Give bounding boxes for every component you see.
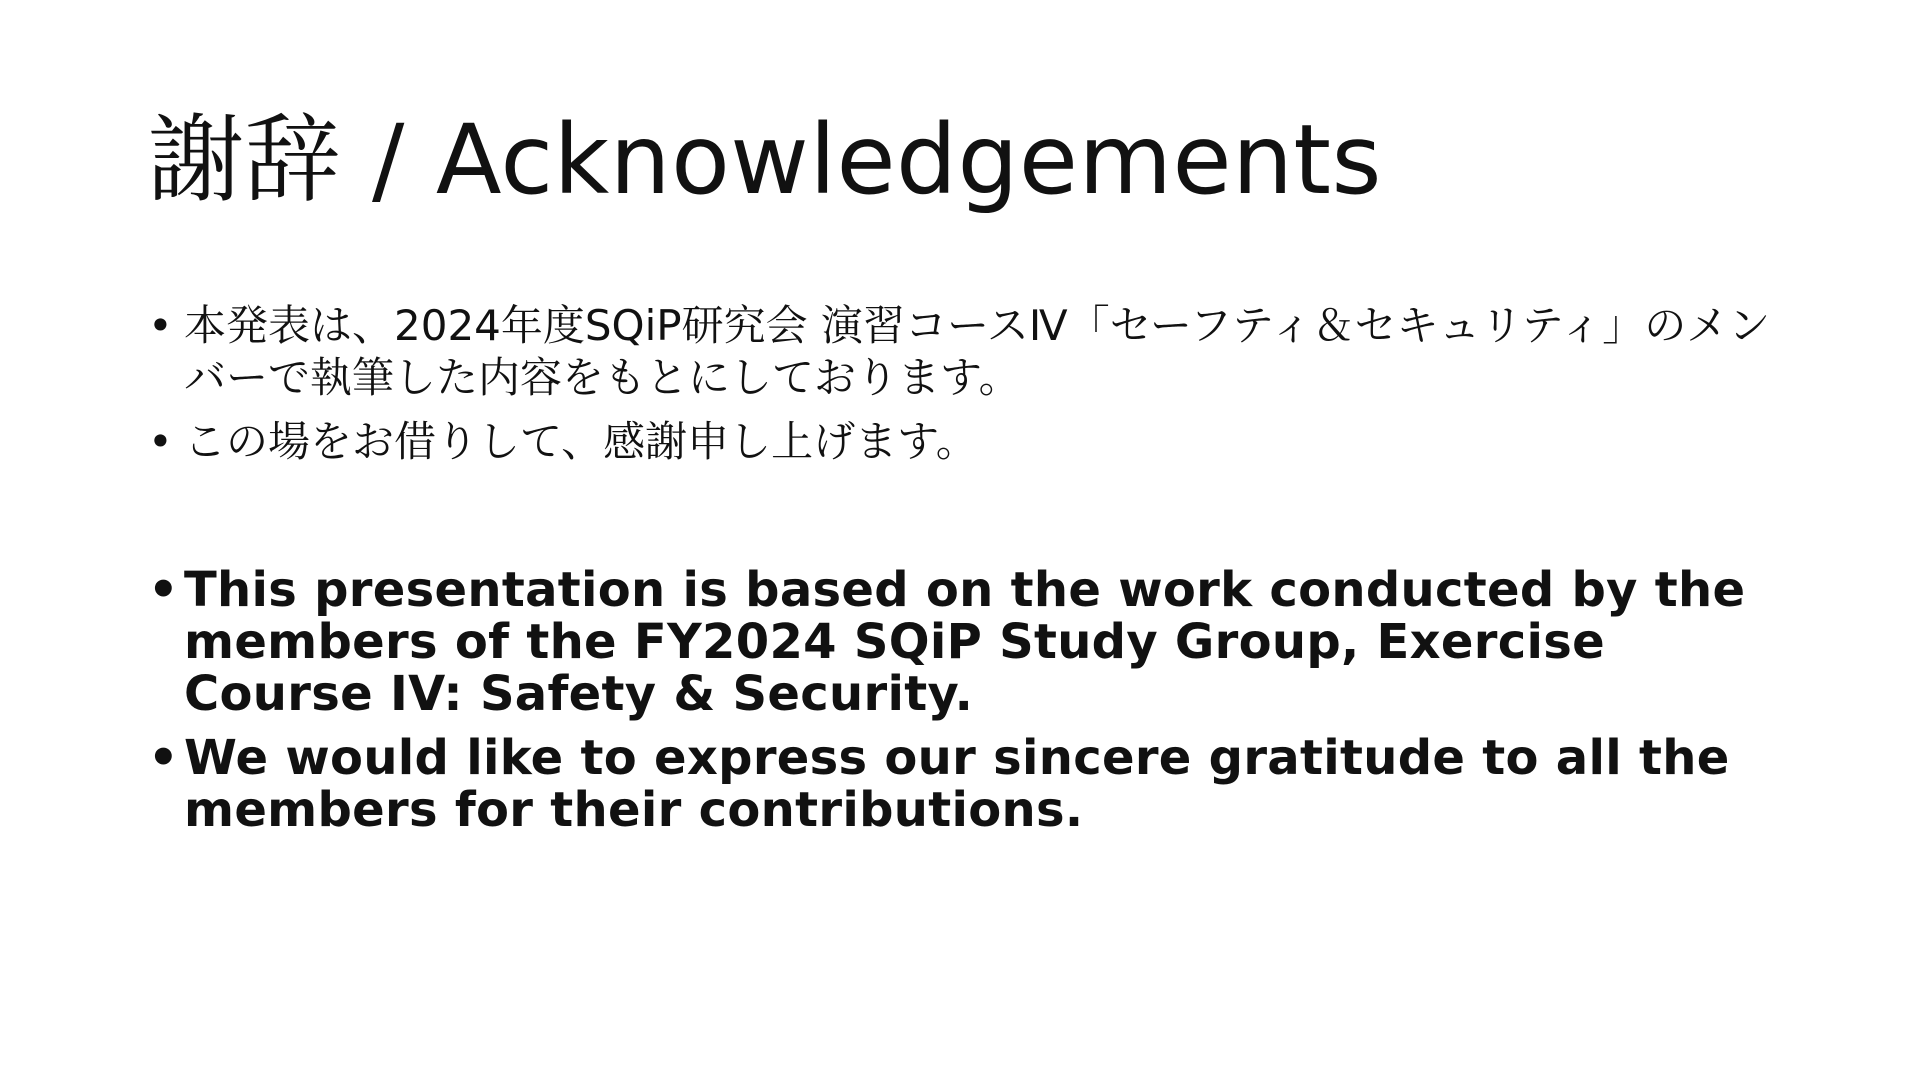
bullet-item-ja-2: [148, 416, 1778, 468]
bullet-icon: •: [148, 417, 173, 466]
bullet-text: 本発表は、2024年度SQiP研究会 演習コースⅣ「セーフティ＆セキュリティ」のメンバーで執筆した内容をもとにしております。: [184, 301, 1771, 402]
bullet-item-ja-1: [148, 300, 1778, 404]
bullet-item-en-1: [148, 564, 1778, 720]
bullet-text: We would like to express our sincere gratitude to all the members for their contributions.: [184, 730, 1730, 838]
slide-body: [148, 300, 1778, 848]
bullet-item-en-2: [148, 732, 1778, 836]
bullet-text: This presentation is based on the work conducted by the members of the FY2024 SQiP Study Group, Exercise Course IV: Safety & Security.: [184, 562, 1746, 722]
bullet-icon: •: [148, 730, 179, 786]
bullet-icon: •: [148, 562, 179, 618]
bullet-icon: •: [148, 301, 173, 350]
bullet-text: この場をお借りして、感謝申し上げます。: [184, 417, 978, 466]
slide-title: 謝辞 / Acknowledgements: [148, 104, 1383, 216]
spacer: [148, 480, 1778, 564]
